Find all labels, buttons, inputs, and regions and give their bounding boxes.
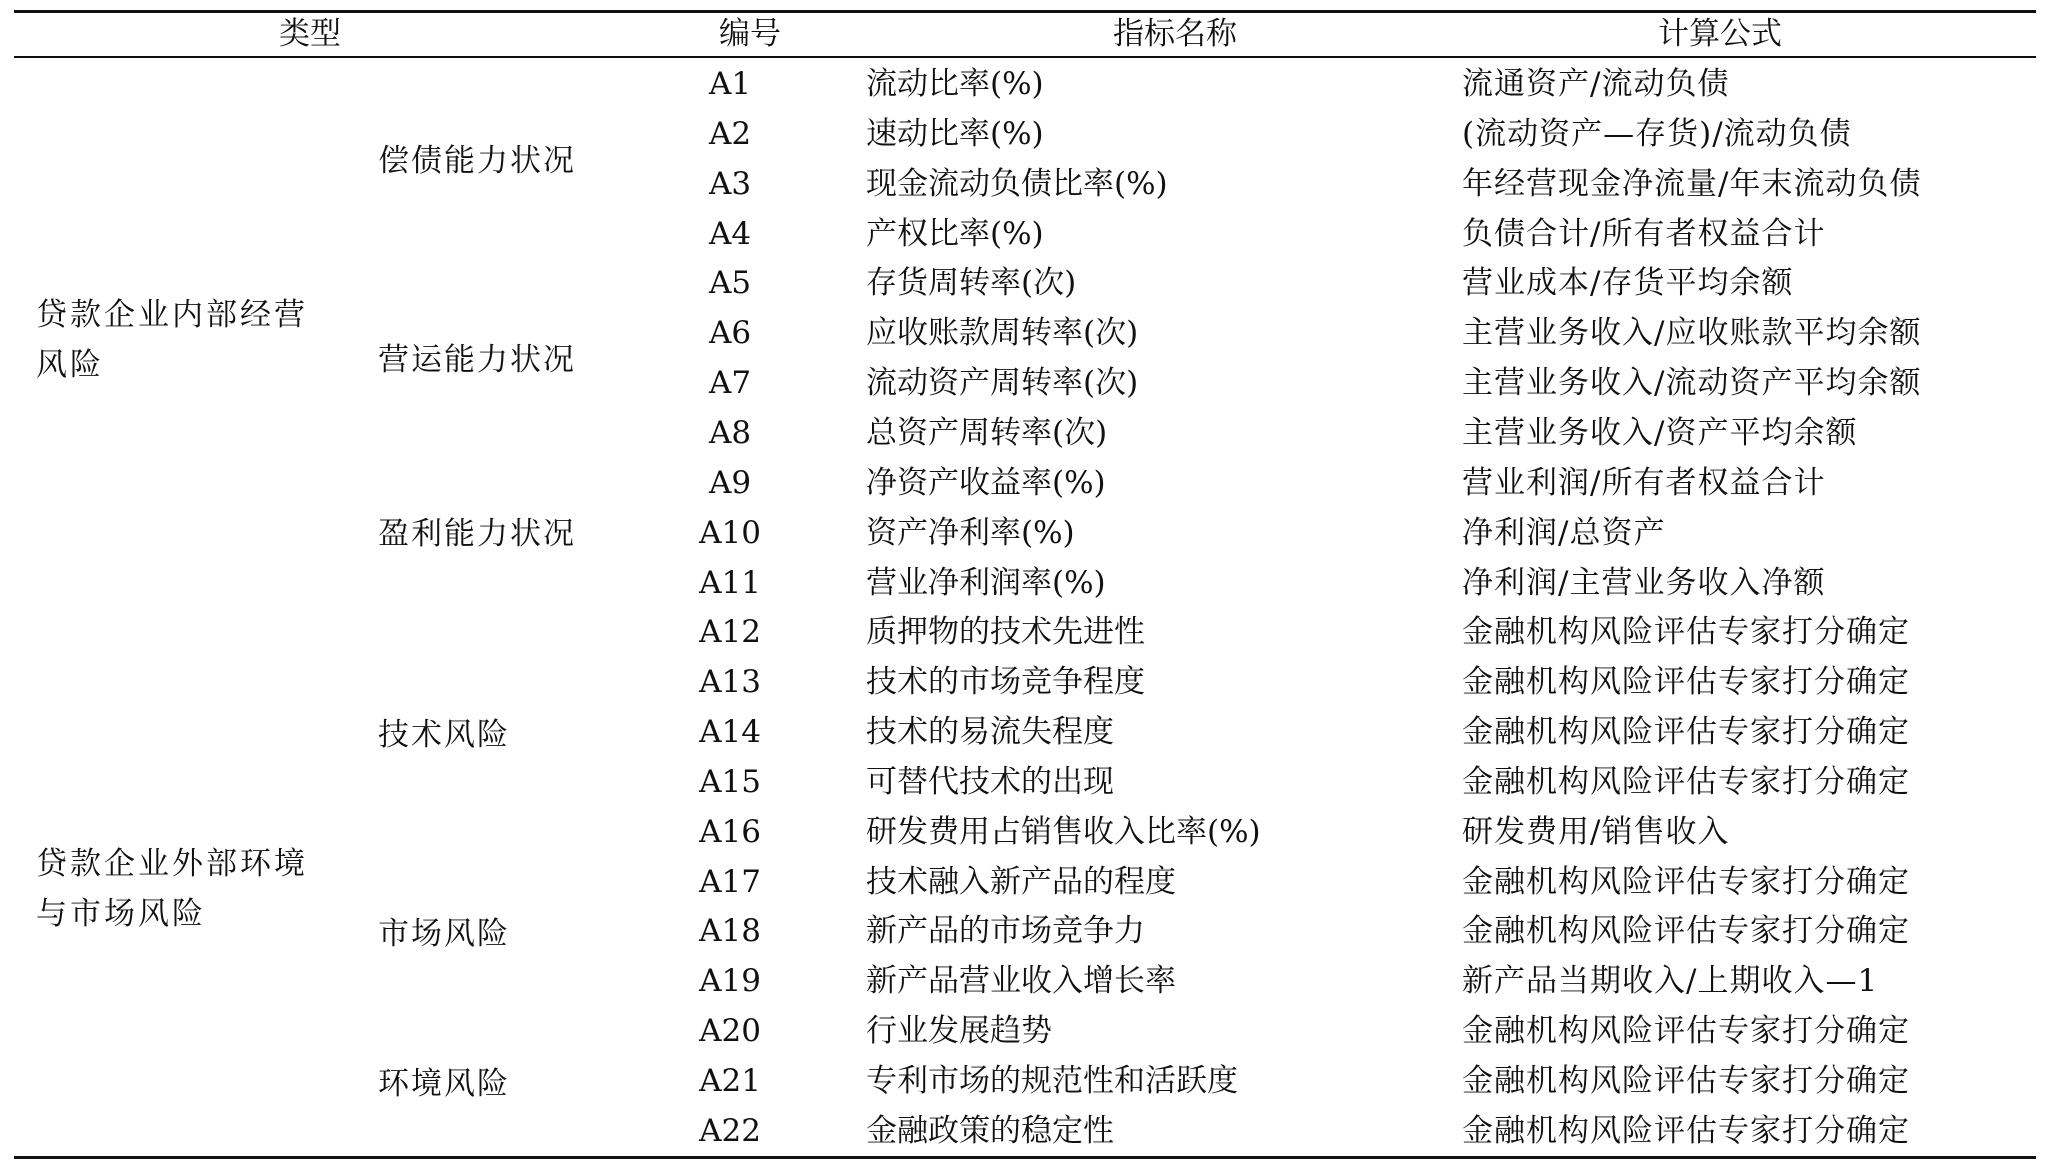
row-indicator-name: 行业发展趋势 xyxy=(866,1013,1052,1049)
row-code: A6 xyxy=(708,315,752,351)
row-indicator-name: 技术融入新产品的程度 xyxy=(866,864,1176,900)
row-formula: 营业利润/所有者权益合计 xyxy=(1462,465,1826,501)
category-line: 贷款企业外部环境 xyxy=(36,846,308,882)
row-code: A17 xyxy=(699,864,761,900)
header-formula: 计算公式 xyxy=(1658,16,1782,52)
row-indicator-name: 资产净利率(%) xyxy=(866,515,1075,551)
row-code: A4 xyxy=(708,216,752,252)
row-indicator-name: 净资产收益率(%) xyxy=(866,465,1106,501)
header-indicator-name: 指标名称 xyxy=(1113,16,1237,52)
category-external xyxy=(36,839,308,939)
row-code: A14 xyxy=(699,714,761,750)
row-formula: 金融机构风险评估专家打分确定 xyxy=(1462,1013,1910,1049)
category-line: 与市场风险 xyxy=(36,896,206,932)
row-formula: 金融机构风险评估专家打分确定 xyxy=(1462,614,1910,650)
row-code: A15 xyxy=(699,764,761,800)
row-formula: 新产品当期收入/上期收入—1 xyxy=(1462,963,1879,999)
header-type: 类型 xyxy=(279,16,341,52)
row-code: A19 xyxy=(699,963,761,999)
row-formula: 金融机构风险评估专家打分确定 xyxy=(1462,764,1910,800)
table-header-rule xyxy=(14,56,2036,58)
group-profitability: 盈利能力状况 xyxy=(378,516,576,552)
row-code: A1 xyxy=(708,66,752,102)
row-code: A2 xyxy=(708,116,752,152)
row-code: A3 xyxy=(708,166,752,202)
row-code: A16 xyxy=(699,814,761,850)
row-formula: 金融机构风险评估专家打分确定 xyxy=(1462,864,1910,900)
row-indicator-name: 质押物的技术先进性 xyxy=(866,614,1145,650)
row-indicator-name: 流动资产周转率(次) xyxy=(866,365,1139,401)
table-bottom-rule xyxy=(14,1156,2036,1159)
row-code: A8 xyxy=(708,415,752,451)
row-indicator-name: 营业净利润率(%) xyxy=(866,565,1106,601)
row-indicator-name: 新产品的市场竞争力 xyxy=(866,913,1145,949)
group-environment-risk: 环境风险 xyxy=(378,1066,510,1102)
row-formula: 金融机构风险评估专家打分确定 xyxy=(1462,664,1910,700)
row-indicator-name: 专利市场的规范性和活跃度 xyxy=(866,1063,1238,1099)
row-code: A11 xyxy=(699,565,761,601)
row-code: A10 xyxy=(699,515,761,551)
row-indicator-name: 存货周转率(次) xyxy=(866,265,1077,301)
row-indicator-name: 总资产周转率(次) xyxy=(866,415,1108,451)
row-formula: 净利润/主营业务收入净额 xyxy=(1462,565,1826,601)
row-formula: 年经营现金净流量/年末流动负债 xyxy=(1462,166,1922,202)
row-formula: 金融机构风险评估专家打分确定 xyxy=(1462,1063,1910,1099)
category-line: 贷款企业内部经营 xyxy=(36,297,308,333)
row-formula: 净利润/总资产 xyxy=(1462,515,1666,551)
row-code: A12 xyxy=(699,614,761,650)
row-code: A7 xyxy=(708,365,752,401)
row-code: A20 xyxy=(699,1013,761,1049)
row-formula: 金融机构风险评估专家打分确定 xyxy=(1462,913,1910,949)
group-market-risk: 市场风险 xyxy=(378,916,510,952)
table-top-rule xyxy=(14,10,2036,13)
row-indicator-name: 速动比率(%) xyxy=(866,116,1044,152)
row-formula: 负债合计/所有者权益合计 xyxy=(1462,216,1826,252)
row-indicator-name: 新产品营业收入增长率 xyxy=(866,963,1176,999)
row-formula: 主营业务收入/流动资产平均余额 xyxy=(1462,365,1922,401)
row-formula: 研发费用/销售收入 xyxy=(1462,814,1730,850)
row-indicator-name: 流动比率(%) xyxy=(866,66,1044,102)
row-code: A13 xyxy=(699,664,761,700)
row-code: A18 xyxy=(699,913,761,949)
group-operating: 营运能力状况 xyxy=(378,342,576,378)
row-indicator-name: 应收账款周转率(次) xyxy=(866,315,1139,351)
row-formula: (流动资产—存货)/流动负债 xyxy=(1462,116,1852,152)
row-code: A5 xyxy=(708,265,752,301)
category-line: 风险 xyxy=(36,347,104,383)
row-indicator-name: 产权比率(%) xyxy=(866,216,1044,252)
row-code: A21 xyxy=(699,1063,761,1099)
row-formula: 流通资产/流动负债 xyxy=(1462,66,1730,102)
row-indicator-name: 研发费用占销售收入比率(%) xyxy=(866,814,1261,850)
row-formula: 营业成本/存货平均余额 xyxy=(1462,265,1794,301)
header-code: 编号 xyxy=(719,16,781,52)
row-formula: 金融机构风险评估专家打分确定 xyxy=(1462,1113,1910,1149)
row-formula: 金融机构风险评估专家打分确定 xyxy=(1462,714,1910,750)
row-formula: 主营业务收入/资产平均余额 xyxy=(1462,415,1858,451)
group-solvency: 偿债能力状况 xyxy=(378,143,576,179)
row-indicator-name: 技术的易流失程度 xyxy=(866,714,1114,750)
row-formula: 主营业务收入/应收账款平均余额 xyxy=(1462,315,1922,351)
group-technology-risk: 技术风险 xyxy=(378,717,510,753)
row-indicator-name: 金融政策的稳定性 xyxy=(866,1113,1114,1149)
row-code: A22 xyxy=(699,1113,761,1149)
row-indicator-name: 现金流动负债比率(%) xyxy=(866,166,1168,202)
row-indicator-name: 技术的市场竞争程度 xyxy=(866,664,1145,700)
row-indicator-name: 可替代技术的出现 xyxy=(866,764,1114,800)
category-internal xyxy=(36,290,308,390)
row-code: A9 xyxy=(708,465,752,501)
